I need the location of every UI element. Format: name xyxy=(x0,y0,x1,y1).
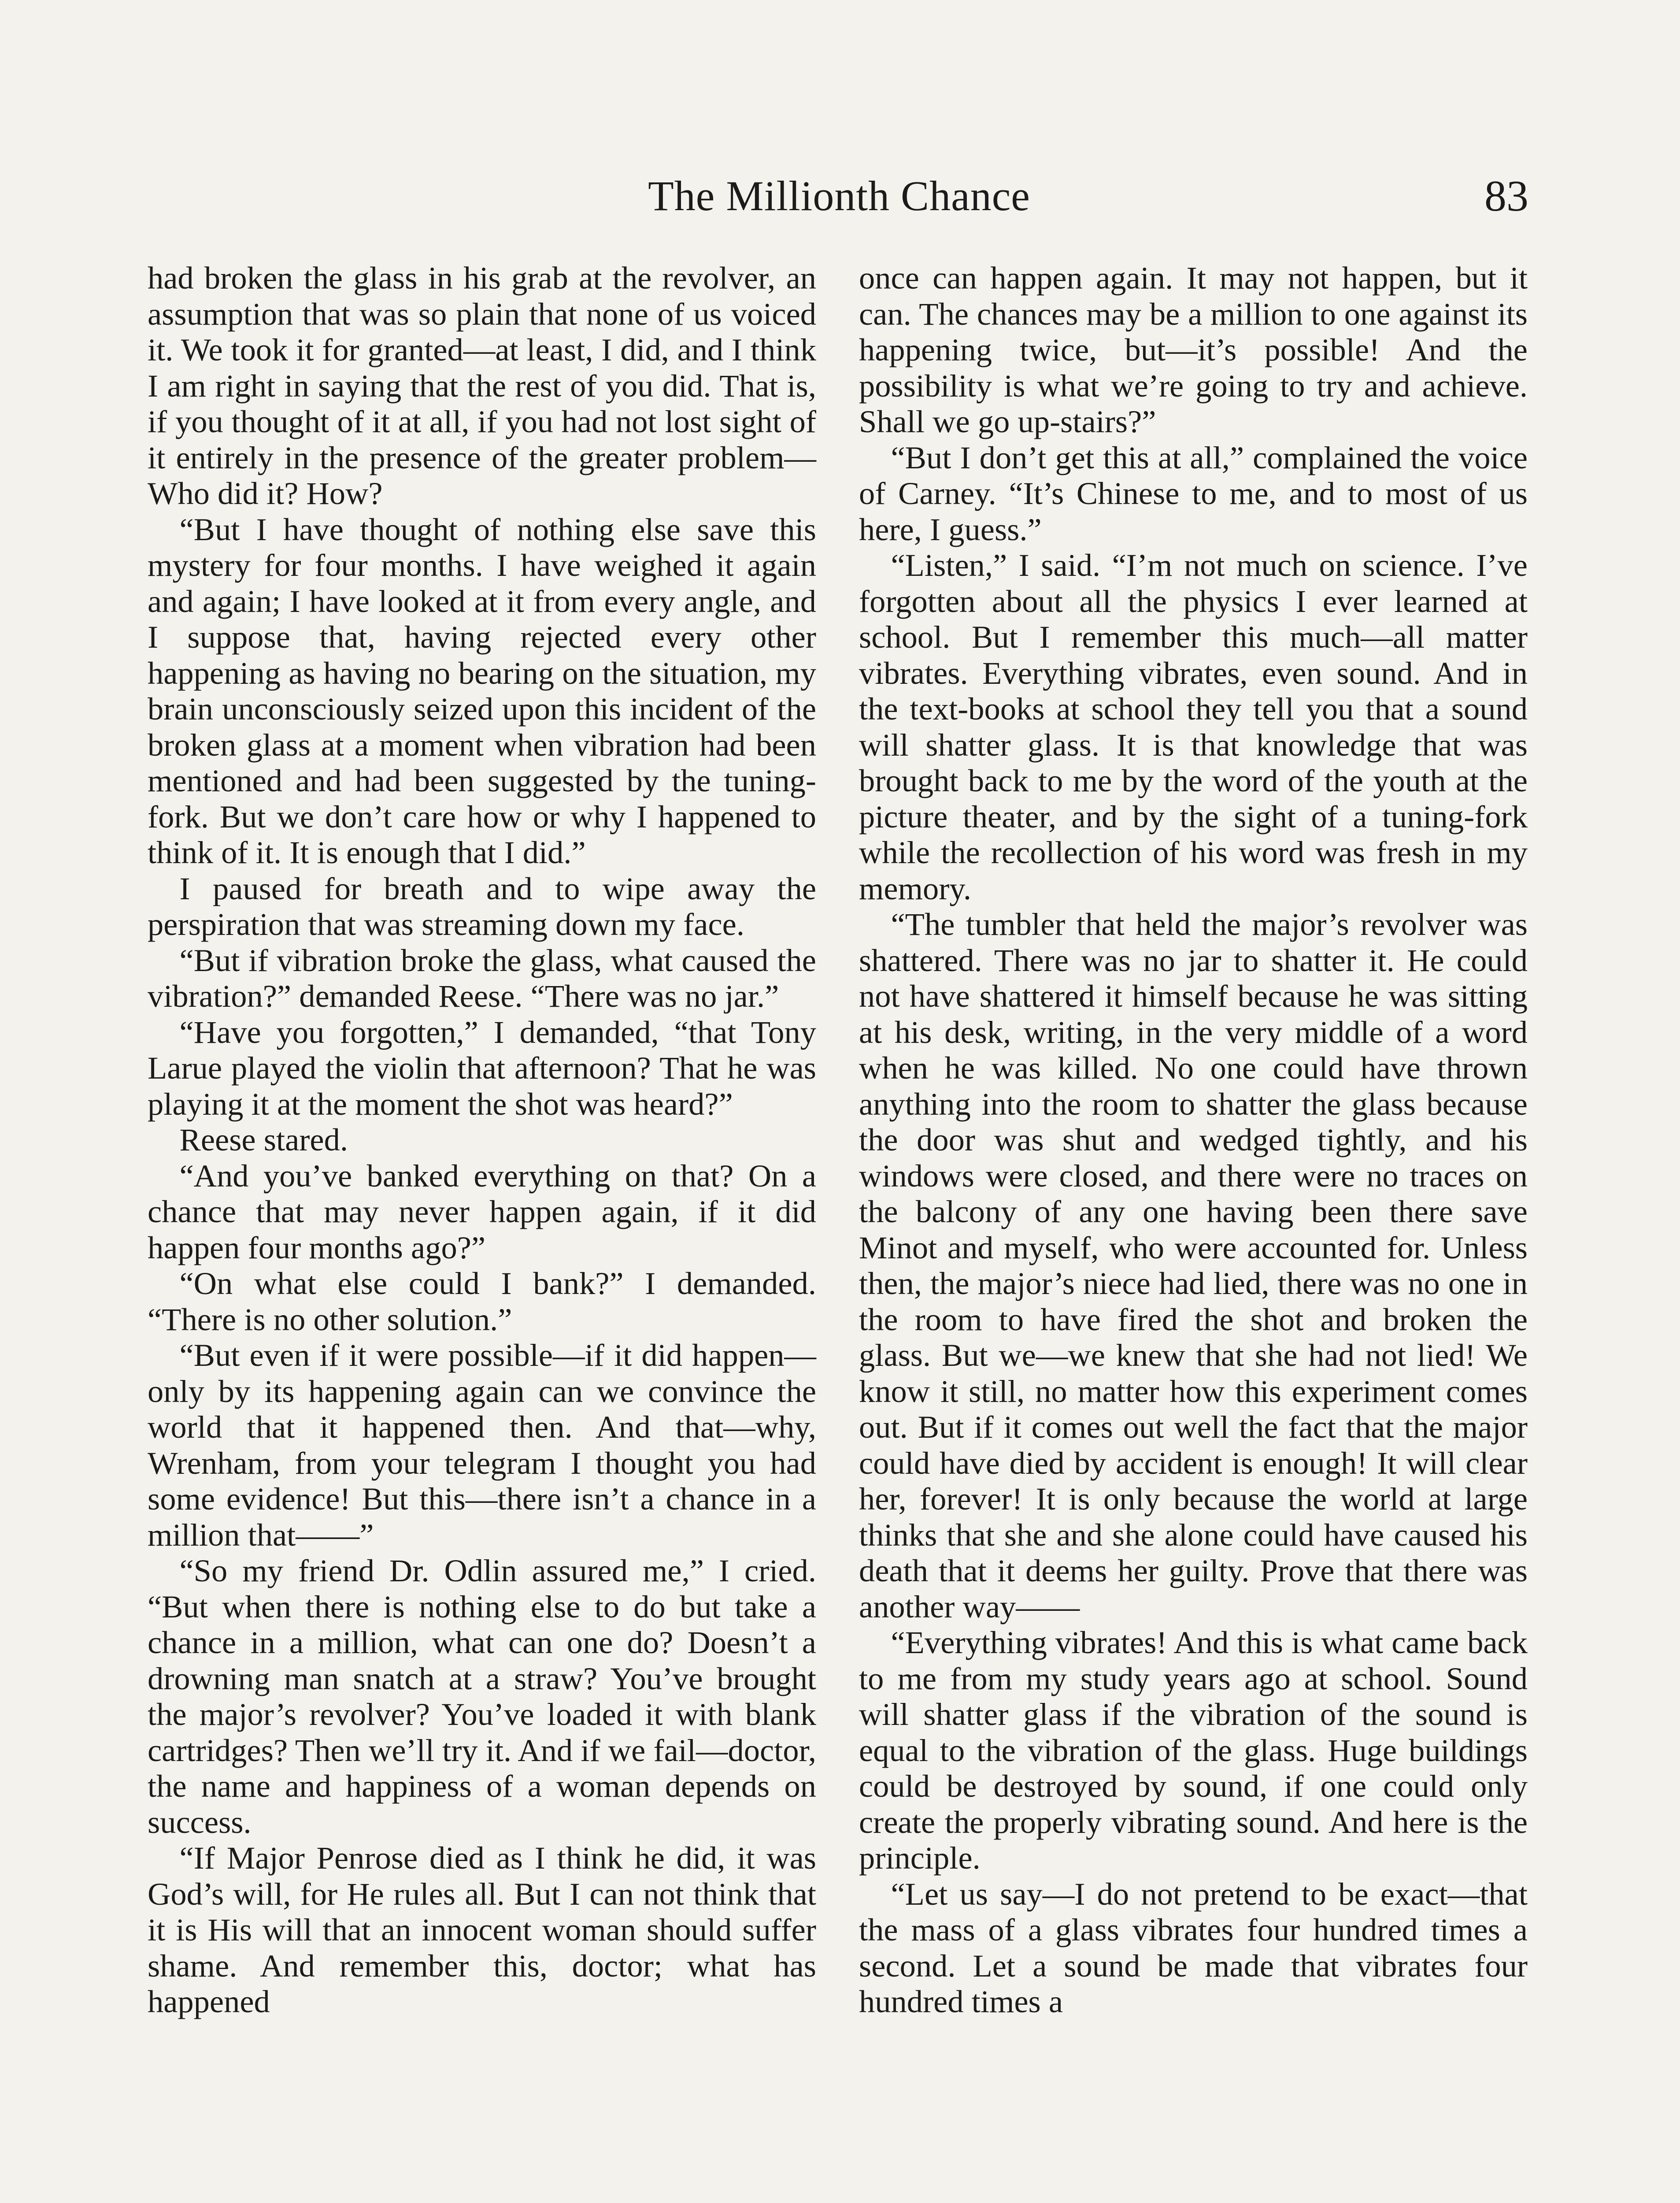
paragraph: “Everything vibrates! And this is what came back to me from my study years ago at school. Sound will shatter glass if the vibration of the sound is equal to the vibration of the glass. Huge buildings could be destroyed by sound, if one could only create the properly vibrating sound. And here is the principle. xyxy=(859,1624,1528,1876)
paragraph: “But even if it were possible—if it did happen—only by its happening again can we convince the world that it happened then. And that—why, Wrenham, from your telegram I thought you had some evidence! But this—there isn’t a chance in a million that——” xyxy=(148,1337,816,1553)
paragraph: “Have you forgotten,” I demanded, “that Tony Larue played the violin that afternoon? That he was playing it at the moment the shot was heard?” xyxy=(148,1014,816,1122)
paragraph: “But if vibration broke the glass, what caused the vibration?” demanded Reese. “There was no jar.” xyxy=(148,942,816,1014)
paragraph: “But I have thought of nothing else save this mystery for four months. I have weighed it again and again; I have looked at it from every angle, and I suppose that, having rejected every other happening as having no bearing on the situation, my brain unconsciously seized upon this incident of the broken glass at a moment when vibration had been mentioned and had been suggested by the tuning-fork. But we don’t care how or why I happened to think of it. It is enough that I did.” xyxy=(148,511,816,870)
page-number: 83 xyxy=(1484,171,1528,220)
paragraph: “If Major Penrose died as I think he did, it was God’s will, for He rules all. But I can not think that it is His will that an innocent woman should suffer shame. And remember this, doctor; what has happened xyxy=(148,1840,816,2019)
right-column xyxy=(859,260,1528,2020)
paragraph: “On what else could I bank?” I demanded. “There is no other solution.” xyxy=(148,1265,816,1337)
paragraph: “So my friend Dr. Odlin assured me,” I cried. “But when there is nothing else to do but take a chance in a million, what can one do? Doesn’t a drowning man snatch at a straw? You’ve brought the major’s revolver? You’ve loaded it with blank cartridges? Then we’ll try it. And if we fail—doctor, the name and happiness of a woman depends on success. xyxy=(148,1553,816,1840)
paragraph: “The tumbler that held the major’s revolver was shattered. There was no jar to shatter it. He could not have shattered it himself because he was sitting at his desk, writing, in the very middle of a word when he was killed. No one could have thrown anything into the room to shatter the glass because the door was shut and wedged tightly, and his windows were closed, and there were no traces on the balcony of any one having been there save Minot and myself, who were accounted for. Unless then, the major’s niece had lied, there was no one in the room to have fired the shot and broken the glass. But we—we knew that she had not lied! We know it still, no matter how this experiment comes out. But if it comes out well the fact that the major could have died by accident is enough! It will clear her, forever! It is only because the world at large thinks that she and she alone could have caused his death that it deems her guilty. Prove that there was another way—— xyxy=(859,906,1528,1624)
left-column xyxy=(148,260,816,2020)
running-title: The Millionth Chance xyxy=(648,172,1030,219)
paragraph: I paused for breath and to wipe away the perspiration that was streaming down my face. xyxy=(148,870,816,942)
paragraph: Reese stared. xyxy=(179,1122,348,1157)
paragraph: “Let us say—I do not pretend to be exact—that the mass of a glass vibrates four hundred times a second. Let a sound be made that vibrates four hundred times a xyxy=(859,1876,1528,2019)
paragraph: “Listen,” I said. “I’m not much on science. I’ve forgotten about all the physics I ever learned at school. But I remember this much—all matter vibrates. Everything vibrates, even sound. And in the text-books at school they tell you that a sound will shatter glass. It is that knowledge that was brought back to me by the word of the youth at the picture theater, and by the sight of a tuning-fork while the recollection of his word was fresh in my memory. xyxy=(859,547,1528,906)
page-header xyxy=(150,163,1528,229)
paragraph: once can happen again. It may not happen, but it can. The chances may be a million to one against its happening twice, but—it’s possible! And the possibility is what we’re going to try and achieve. Shall we go up-stairs?” xyxy=(859,260,1528,439)
paragraph: “But I don’t get this at all,” complained the voice of Carney. “It’s Chinese to me, and to most of us here, I guess.” xyxy=(859,439,1528,547)
paragraph: had broken the glass in his grab at the revolver, an assumption that was so plain that none of us voiced it. We took it for granted—at least, I did, and I think I am right in saying that the rest of you did. That is, if you thought of it at all, if you had not lost sight of it entirely in the presence of the greater problem—Who did it? How? xyxy=(148,260,816,511)
paragraph: “And you’ve banked everything on that? On a chance that may never happen again, if it did happen four months ago?” xyxy=(148,1157,816,1265)
